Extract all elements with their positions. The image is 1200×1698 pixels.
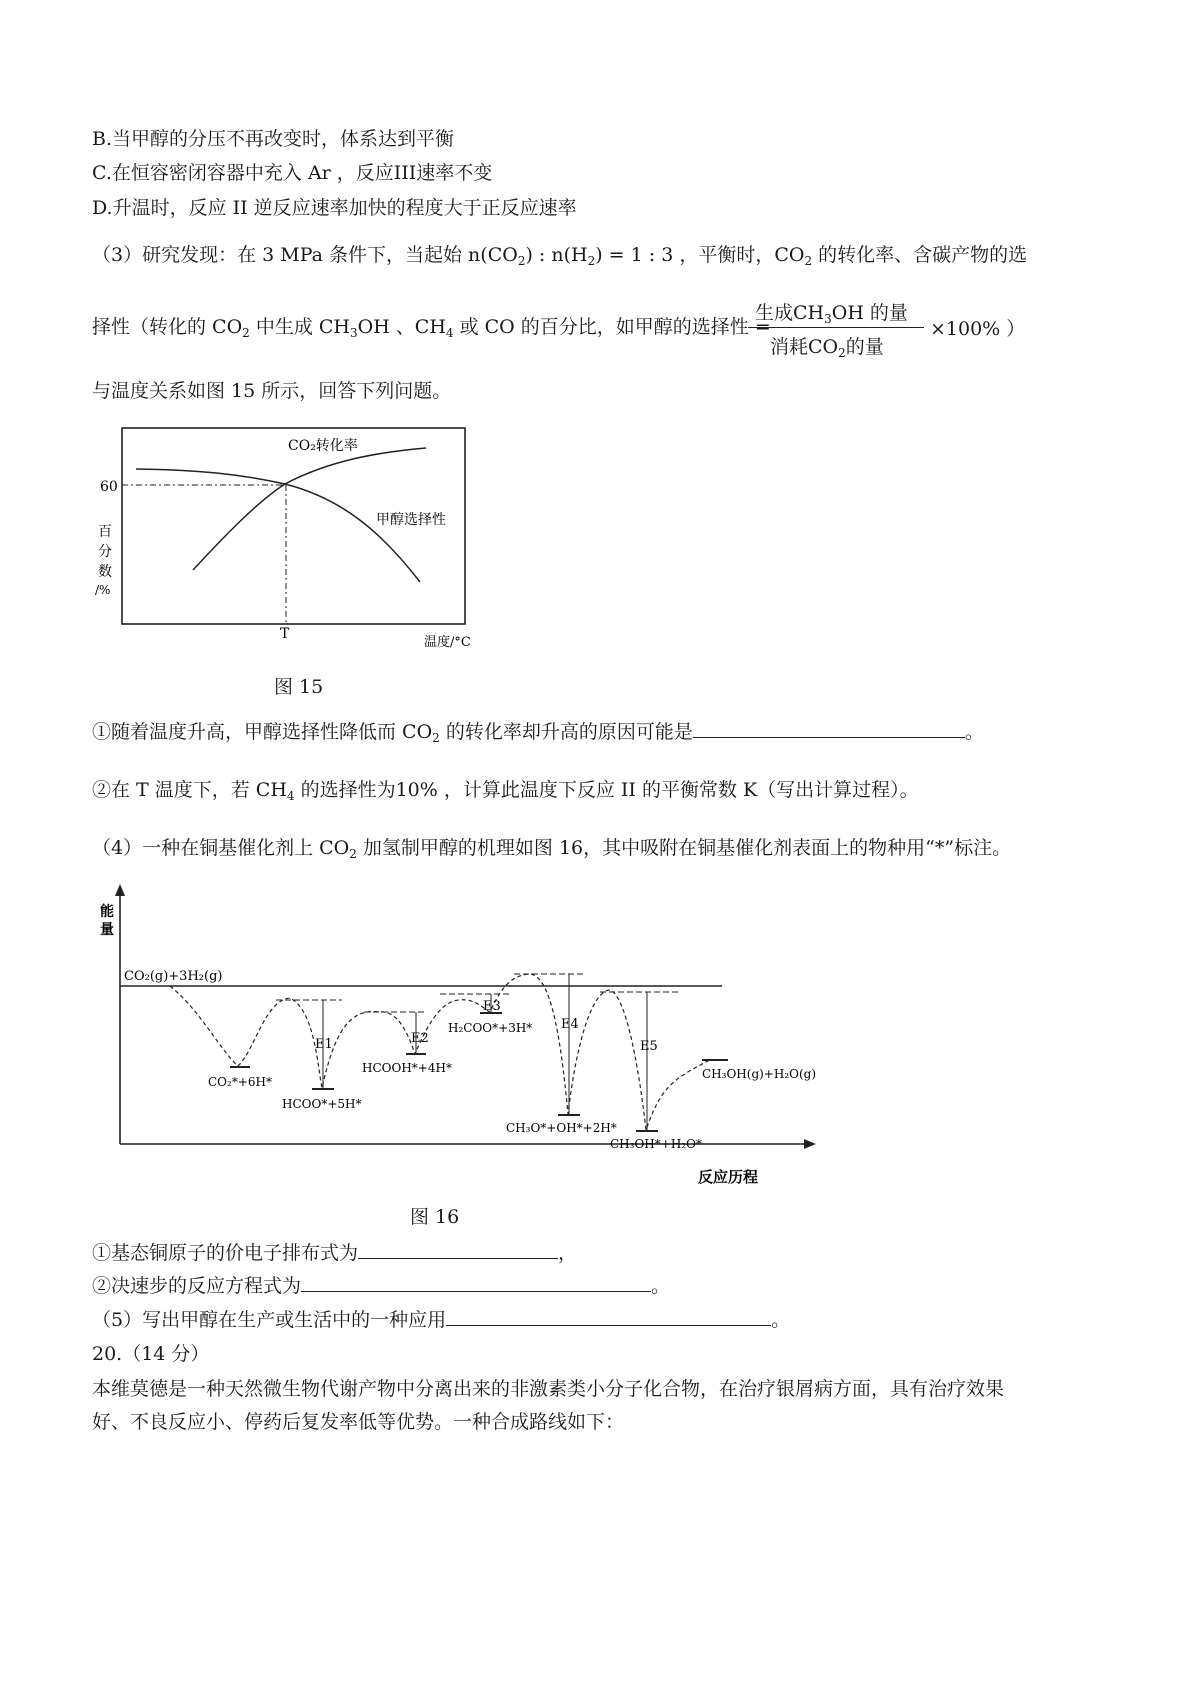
fig16-state-6: CH₃OH*+H₂O* [610,1137,702,1151]
temperature-relation: 与温度关系如图 15 所示，回答下列问题。 [92,380,452,402]
question-20-paragraph-1: 本维莫德是一种天然微生物代谢产物中分离出来的非激素类小分子化合物，在治疗银屑病方面，具有治疗效果 [92,1378,1005,1400]
fig15-y-tick: 60 [100,479,118,495]
fig16-e4-label: E4 [561,1017,579,1032]
svg-text:分: 分 [98,544,112,560]
option-b: B.当甲醇的分压不再改变时，体系达到平衡 [92,128,455,150]
figure-15-chart [90,420,510,660]
option-d: D.升温时，反应 II 逆反应速率加快的程度大于正反应速率 [92,197,577,219]
figure-16-energy-diagram [90,880,830,1200]
fraction-bar [748,327,924,328]
question-4-2: ②决速步的反应方程式为 。 [92,1275,671,1297]
fig16-state-7: CH₃OH(g)+H₂O(g) [702,1067,817,1081]
fraction-tail: ×100% ） [930,318,1026,340]
fig16-state-0: CO₂(g)+3H₂(g) [124,969,223,984]
fig16-state-3: HCOOH*+4H* [362,1061,452,1075]
question-4-intro: （4）一种在铜基催化剂上 $CO_2$ 加氢制甲醇的机理如图 16，其中吸附在铜基催化剂表面上的物种用“*”标注。 [92,837,1012,861]
svg-text:百: 百 [98,524,112,540]
question-3-1: ①随着温度升高，甲醇选择性降低而 $CO_2$ 的转化率却升高的原因可能是 。 [92,721,984,745]
fig15-co2-label: CO₂转化率 [288,438,358,454]
fig15-xlabel: 温度/°C [424,635,471,650]
question-4-1: ①基态铜原子的价电子排布式为 ， [92,1242,578,1264]
fig16-e3-label: E3 [483,999,501,1014]
fig16-reaction-path [170,974,710,1130]
fig16-state-2: HCOO*+5H* [282,1097,362,1111]
fig16-e2-label: E2 [411,1031,429,1046]
question-3-intro: （3）研究发现：在 3 MPa 条件下，当起始 $n(CO_2)$ : $n(H_2) = 1$ : 3 ，平衡时，$CO_2$ 的转化率、含碳产物的选 [92,244,1028,268]
question-3-2: ②在 T 温度下，若 $CH_4$ 的选择性为10% ，计算此温度下反应 II 的平衡常数 K（写出计算过程）。 [92,779,919,803]
figure-15-caption: 图 15 [274,676,324,698]
question-20-header: 20.（14 分） [92,1343,210,1365]
co2-conversion-curve [193,448,426,570]
fig15-ylabel [95,524,112,597]
fig16-ylabel: 能量 [100,904,114,938]
fraction-denominator: 消耗$CO_2$的量 [770,336,884,360]
fig15-x-tick: T [280,626,290,642]
fig16-x-arrow [804,1139,816,1149]
fraction-numerator: 生成$CH_3OH$ 的量 [755,302,908,326]
fig15-methanol-label: 甲醇选择性 [376,512,446,528]
fig16-state-5: CH₃O*+OH*+2H* [506,1121,617,1135]
figure-16-caption: 图 16 [410,1206,460,1228]
fig16-e1-label: E1 [315,1037,333,1052]
question-20-paragraph-2: 好、不良反应小、停药后复发率低等优势。一种合成路线如下： [92,1411,625,1433]
selectivity-definition: 择性（转化的 $CO_2$ 中生成 $CH_3OH$ 、$CH_4$ 或 CO 的百分比，如甲醇的选择性 = [92,316,771,340]
fig16-state-1: CO₂*+6H* [208,1075,272,1089]
fig16-e5-label: E5 [640,1039,658,1054]
option-c: C.在恒容密闭容器中充入 Ar ，反应III速率不变 [92,162,493,184]
fig16-state-4: H₂COO*+3H* [448,1021,533,1035]
question-5: （5）写出甲醇在生产或生活中的一种应用 。 [92,1309,791,1331]
svg-text:数: 数 [98,564,112,580]
fig16-y-arrow [115,884,125,896]
fig16-xlabel: 反应历程 [698,1168,759,1186]
svg-text:/%: /% [95,583,111,597]
